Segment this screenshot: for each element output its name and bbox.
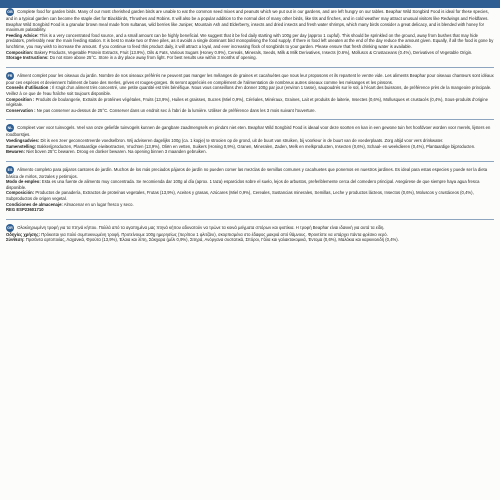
top-color-strip	[0, 0, 500, 8]
composition-text-gr: Προϊόντα αρτοποιίας, Λαχανικά, Φρούτα (13,9%), Έλαια και λίπη, Σάκχαρα (μέλι 0,9%), Σιτηρά, Ανόργανα συστατικά, Σπόροι, Γάλα και γαλακτοκομικά, Έντομα (0,6%), Μαλάκια και καρκινοειδή (0,4%).	[25, 237, 399, 243]
language-badge-gb: GB	[7, 10, 13, 14]
feeding-label-es: Modo de empleo:	[6, 179, 41, 185]
composition-label-gb: Composition:	[6, 49, 34, 55]
storage-text-fr: Ne pas conserver au-dessus de 25°C. Conserver dans un endroit sec à l'abri de la lumière. Utiliser de préférence dans les 3 mois suivant l'ouverture.	[36, 107, 316, 113]
intro-text-gb: Complete food for garden birds. Many of our most cherished garden birds are unable to eat the common seed mixes and peanuts which we put out in our gardens, and are left hungry on our tables. Beaphar Wild Songbird Food is ideal for these species, and in a typical garden can become the staple diet for Blackbirds, Thrushes and Robins. It will also be a popular addition to the normal diet of many other birds, like tits and finches, and in cold weather may attract unusual visitors like Redwings and Fieldfares. Beaphar Wild Songbird Food is a granular brown meal made from sultanas, wild berries like Juniper, Mountain Ash and Elderberry, insects and dried insects and fresh water shrimps, which many birds consider a great delicacy, and is blended with honey for maximum palatability.	[6, 9, 489, 33]
storage-label-nl: Bewaren:	[6, 149, 26, 155]
language-badge-gr: GR	[7, 225, 13, 230]
registration-number: REG ESP23601710	[6, 207, 44, 213]
composition-text-nl: Bakkerijproducten, Plantaardige eiwitextracten, Vruchten (13,9%), Oliën en vetten, Suikers (Honing 0,9%), Granen, Mineralen, Zaden, Melk en melkproducten, Insecten (0,6%), Schaal- en weekdieren (0,4%), Plantaardige bijproducten.	[37, 143, 476, 149]
feeding-text-es: Esta es una fuente de alimento muy concentrada. Se recomienda dar 100g al día (aprox. 1 taza) esparcidos sobre el suelo, lejos de arbustos, preferiblemente cerca del comedero principal. Asegúrese de que siempre haya agua fresca disponible.	[6, 179, 480, 190]
storage-text-es: Almacenar en un lugar fresco y seco.	[63, 201, 134, 207]
composition-label-fr: Composition :	[6, 96, 35, 102]
storage-label-fr: Conservation :	[6, 107, 36, 113]
feeding-text-gr: Πρόκειται για πολύ συμπυκνωμένη τροφή. Προτείνουμε 100g ημερησίως (περίπου 1 φλιτζάνι), σκορπισμένα στο έδαφος μακριά από θάμνους. Φροντίστε να υπάρχει πάντα φρέσκο νερό.	[41, 231, 388, 237]
feeding-text-gb: This is a very concentrated food source, and a small amount can be highly beneficial. We suggest that it be fed daily starting with 100g per day (approx 1 cupful). This should be sprinkled on the ground, away from bushes that may hide predators, preferably near the main feeding station. It is best to make two or three piles, as it avoids a single dominant bird monopolising the food supply. If there is food left uneaten at the end of the day reduce the amount given. Equally, if all the food is gone by lunchtime, you may wish to increase the amount. If you continue to feed this product daily, it will attract a loyal, and ever increasing flock of songbirds to your garden. Please ensure that fresh drinking water is available.	[6, 32, 494, 49]
intro-text-fr: Aliment complet pour les oiseaux du jardin. Nombre de nos oiseaux préférés ne peuvent pas manger les mélanges de graines et cacahuètes que nous leur proposons et ils repartent le ventre vide. Les aliments Beaphar pour oiseaux chanteurs sont idéaux pour ces espèces et deviennent l'aliment de base des merles, grives et rouges-gorges. Ils seront appréciés en complément de l'alimentation de nombreux autres oiseaux comme les mésanges et les pinsons.	[6, 72, 494, 85]
composition-text-es: Productos de panadería, Extractos de proteínas vegetales, Frutas (13,9%), Aceites y grasas, Azúcares (Miel 0,9%), Cereales, Sustancias minerales, Semillas, Leche y productos lácteos, Insectos (0,6%), Moluscos y crustáceos (0,4%), Subproductos de origen vegetal.	[6, 190, 474, 202]
composition-text-fr: Produits de boulangerie, Extraits de protéines végétales, Fruits (13,9%), Huiles et graisses, Sucres (Miel 0,9%), Céréales, Minéraux, Graines, Lait et produits de laiterie, Insectes (0,6%), Mollusques et crustacés (0,4%), Sous-produits d'origine végétale.	[6, 96, 488, 108]
section-gr	[6, 224, 494, 243]
storage-text-gb: Do not store above 25°C. Store in a dry place away from light. For best results use within 3 months of opening.	[49, 55, 257, 61]
storage-label-es: Condiciones de almacenaje:	[6, 201, 63, 207]
divider	[6, 161, 494, 162]
composition-label-es: Composición:	[6, 190, 35, 196]
language-badge-nl: NL	[7, 126, 13, 131]
instructions-panel	[6, 8, 494, 500]
storage-label-gb: Storage Instructions:	[6, 55, 49, 61]
divider	[6, 119, 494, 120]
storage-text-nl: Niet boven 25°C bewaren. Droog en donker bewaren. Na opening binnen 3 maanden gebruiken.	[26, 149, 207, 155]
feeding-label-gb: Feeding Advice:	[6, 32, 39, 38]
intro-text-es: Alimento completo para pájaros cantores de jardín. Muchos de los más preciados pájaros de jardín no pueden comer las mezclas de semillas comunes y cacahuetes que ponemos en nuestros jardines. Es ideal para estas especies y puede ser la dieta básica de mirlos, zorzales y petirrojos.	[6, 166, 488, 179]
feeding-label-fr: Conseils d'utilisation :	[6, 85, 51, 91]
composition-text-gb: Bakery Products, Vegetable Protein Extracts, Fruit (13.9%), Oils & Fats, Various Sugars (Honey 0.9%), Cereals, Minerals, Seeds, Milk & Milk Derivatives, Insects (0.6%), Molluscs & Crustaceans (0.4%), Derivatives of Vegetable Origin.	[34, 49, 473, 55]
composition-label-nl: Samenstelling:	[6, 143, 37, 149]
intro-text-nl: Compleet voer voor tuinvogels. Veel van onze geliefde tuinvogels kunnen de gangbare zaadmengsels en pinda's niet eten. Beaphar Wild Songbird Food is ideaal voor deze soorten en kan in een gewone tuin het hoofdvoer worden voor merels, lijsters en roodborstjes.	[6, 125, 491, 138]
feeding-text-nl: Dit is een zeer geconcentreerde voedselbron. Wij adviseren dagelijks 100g (ca. 1 kopje) te strooien op de grond, uit de buurt van struiken, bij voorkeur in de buurt van de voederplaats. Zorg altijd voor vers drinkwater.	[40, 137, 444, 143]
section-es	[6, 166, 494, 213]
feeding-label-gr: Οδηγίες χρήσης:	[6, 231, 41, 237]
section-fr	[6, 72, 494, 114]
divider	[6, 219, 494, 220]
language-badge-es: ES	[7, 167, 13, 172]
feeding-text-fr: Il s'agit d'un aliment très concentré, une petite quantité est très bénéfique. Nous vous conseillons d'en donner 100g par jour (environ 1 tasse), saupoudrés sur le sol, à l'écart des buissons, de préférence près de la mangeoire principale. Veillez à ce que de l'eau fraîche soit toujours disponible.	[6, 85, 492, 96]
feeding-label-nl: Voedingsadvies:	[6, 137, 40, 143]
section-nl	[6, 124, 494, 154]
language-badge-fr: FR	[7, 73, 13, 78]
intro-text-gr: Ολοκληρωμένη τροφή για τα πτηνά κήπου. Πολλά από τα αγαπημένα μας πτηνά κήπου αδυνατούν να τρώνε τα κοινά μείγματα σπόρων και φιστίκια. Η τροφή Beaphar είναι ιδανική για αυτά τα είδη.	[17, 224, 385, 230]
composition-label-gr: Σύνθεση:	[6, 237, 25, 243]
section-gb	[6, 8, 494, 61]
divider	[6, 67, 494, 68]
